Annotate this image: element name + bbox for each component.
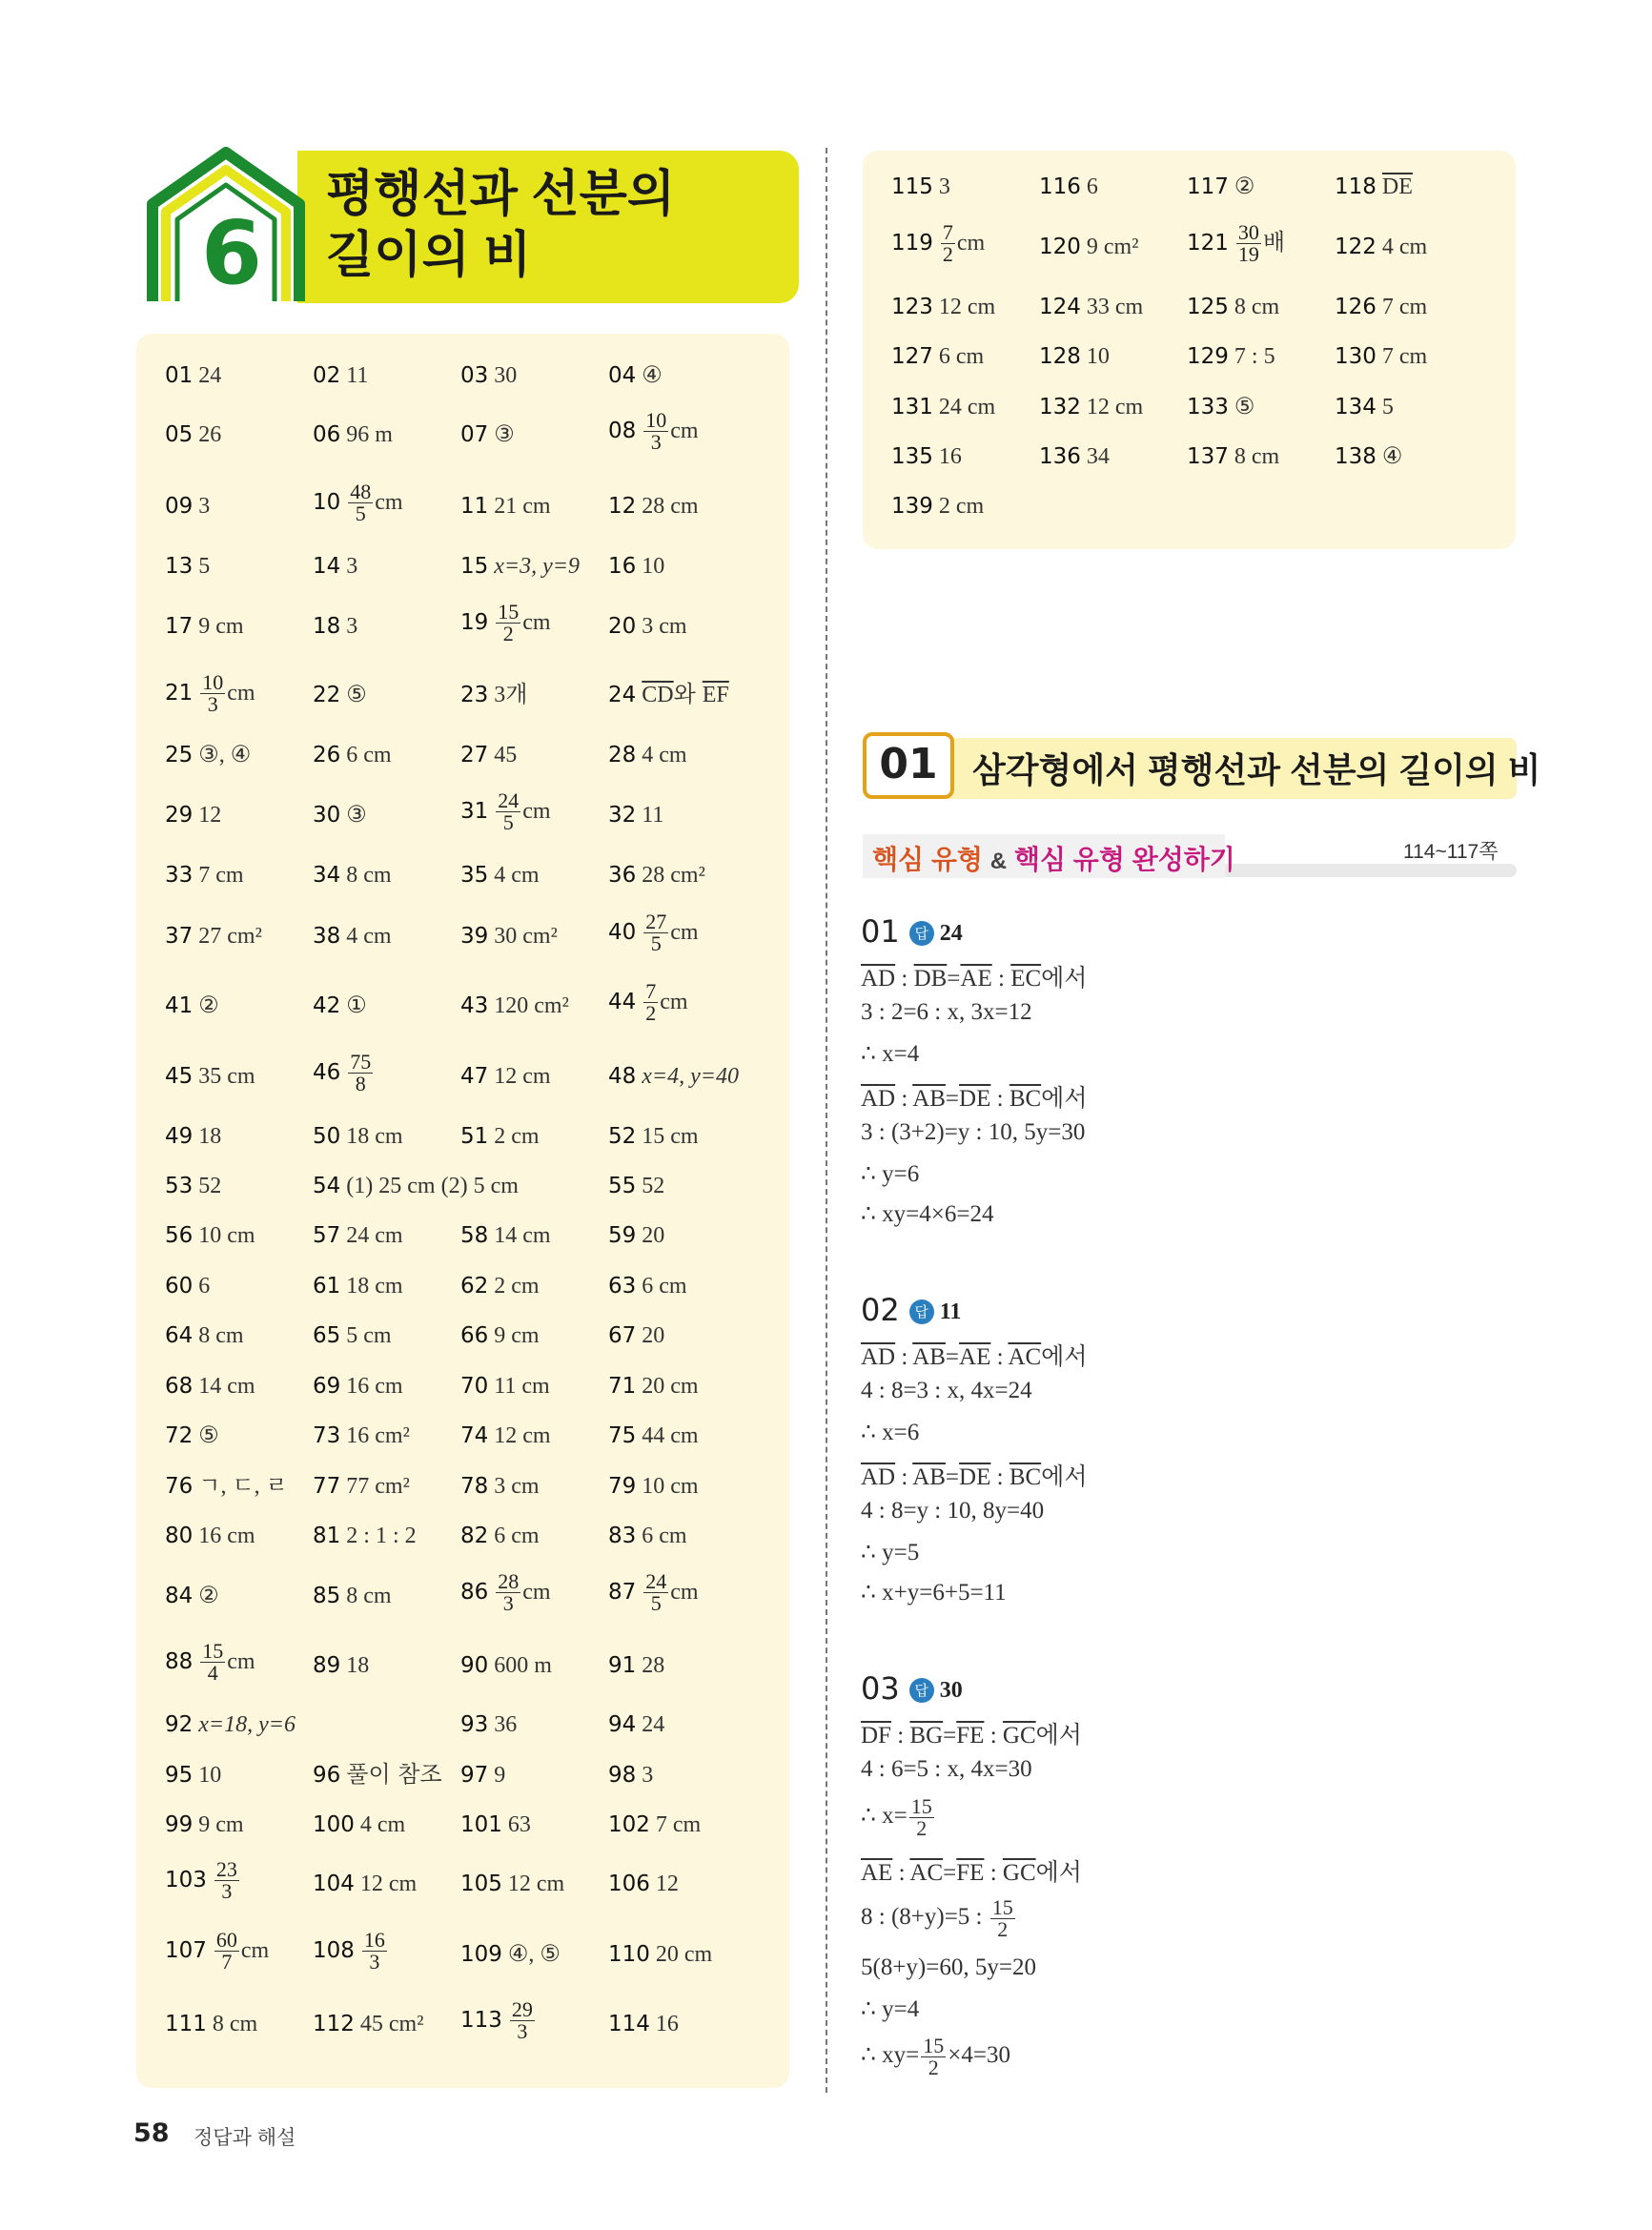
answer-item: 09 3 bbox=[165, 494, 211, 519]
answer-item: 73 16 cm² bbox=[313, 1423, 410, 1448]
answer-item: 52 15 cm bbox=[608, 1124, 699, 1149]
answer-item: 58 14 cm bbox=[460, 1223, 551, 1248]
chapter-header bbox=[145, 147, 803, 305]
answer-item: 77 77 cm² bbox=[313, 1474, 410, 1499]
answer-item: 115 3 bbox=[891, 174, 950, 199]
answer-item: 78 3 cm bbox=[460, 1474, 540, 1499]
answer-item: 51 2 cm bbox=[460, 1124, 540, 1149]
answer-badge-icon: 답 bbox=[909, 1678, 934, 1703]
section-title: 삼각형에서 평행선과 선분의 길이의 비 bbox=[972, 750, 1541, 789]
answer-item: 133 ⑤ bbox=[1187, 395, 1255, 419]
answer-item: 80 16 cm bbox=[165, 1524, 255, 1548]
chapter-title bbox=[326, 164, 784, 286]
answer-badge-icon: 답 bbox=[909, 921, 934, 946]
answer-item: 36 28 cm² bbox=[608, 863, 705, 888]
subsection-label: 핵심 유형 & 핵심 유형 완성하기 bbox=[872, 845, 1235, 874]
solution-line: ∴ y=6 bbox=[861, 1161, 920, 1187]
answer-item: 132 12 cm bbox=[1039, 395, 1144, 419]
answer-item: 13 5 bbox=[165, 554, 211, 579]
solution-line: $\overline{AE}$ : $\overline{AC}=\overline{FE}$ : $\overline{GC}$에서 bbox=[861, 1860, 1082, 1886]
solution-line: ∴ xy=4×6=24 bbox=[861, 1201, 994, 1227]
solution-header: 01 답 24 bbox=[861, 913, 963, 950]
answer-item: 15 x=3, y=9 bbox=[460, 554, 580, 579]
answer-item: 31 $\frac{24}{5}$ cm bbox=[460, 788, 551, 834]
solution-line: 4 : 6=5 : x, 4x=30 bbox=[861, 1756, 1032, 1782]
answer-item: 45 35 cm bbox=[165, 1064, 255, 1089]
answer-item: 121 $\frac{30}{19}$ 배 bbox=[1187, 220, 1286, 266]
answer-item: 17 9 cm bbox=[165, 614, 244, 639]
answer-item: 44 $\frac{7}{2}$ cm bbox=[608, 979, 688, 1025]
answer-item: 54 (1) 25 cm (2) 5 cm bbox=[313, 1174, 519, 1198]
answer-item: 136 34 bbox=[1039, 444, 1110, 469]
answer-item: 107 $\frac{60}{7}$ cm bbox=[165, 1928, 270, 1974]
answer-item: 83 6 cm bbox=[608, 1524, 687, 1548]
answer-item: 131 24 cm bbox=[891, 395, 996, 419]
answer-item: 123 12 cm bbox=[891, 295, 996, 319]
answer-item: 68 14 cm bbox=[165, 1374, 255, 1399]
answer-item: 75 44 cm bbox=[608, 1423, 699, 1448]
answer-item: 97 9 bbox=[460, 1763, 506, 1788]
answer-item: 137 8 cm bbox=[1187, 444, 1280, 469]
answer-item: 35 4 cm bbox=[460, 863, 540, 888]
answer-item: 114 16 bbox=[608, 2012, 679, 2036]
answer-item: 67 20 bbox=[608, 1323, 665, 1348]
answer-item: 117 ② bbox=[1187, 174, 1255, 199]
answer-item: 93 36 bbox=[460, 1712, 518, 1737]
answer-item: 118 $\overline{DE}$ bbox=[1335, 174, 1413, 199]
answer-item: 63 6 cm bbox=[608, 1274, 687, 1299]
answer-item: 65 5 cm bbox=[313, 1323, 392, 1348]
answer-item: 30 ③ bbox=[313, 803, 367, 828]
answer-item: 108 $\frac{16}{3}$ bbox=[313, 1928, 385, 1974]
answer-item: 96 풀이 참조 bbox=[313, 1761, 442, 1788]
answer-item: 59 20 bbox=[608, 1223, 665, 1248]
answer-item: 43 120 cm² bbox=[460, 993, 569, 1018]
answer-item: 92 x=18, y=6 bbox=[165, 1712, 296, 1737]
answer-item: 104 12 cm bbox=[313, 1872, 418, 1896]
answer-item: 27 45 bbox=[460, 743, 518, 767]
answer-item: 04 ④ bbox=[608, 363, 663, 388]
answer-item: 19 $\frac{15}{2}$ cm bbox=[460, 600, 551, 645]
answer-item: 56 10 cm bbox=[165, 1223, 255, 1248]
section-number: 01 bbox=[879, 740, 938, 788]
answer-item: 105 12 cm bbox=[460, 1872, 565, 1896]
answer-item: 103 $\frac{23}{3}$ bbox=[165, 1857, 237, 1903]
answer-item: 29 12 bbox=[165, 803, 222, 828]
answer-item: 08 $\frac{10}{3}$ cm bbox=[608, 408, 699, 454]
solution-line: 4 : 8=3 : x, 4x=24 bbox=[861, 1378, 1032, 1403]
page-range: 114~117쪽 bbox=[1403, 841, 1499, 863]
answer-badge-icon: 답 bbox=[909, 1299, 934, 1324]
answer-item: 87 $\frac{24}{5}$ cm bbox=[608, 1569, 699, 1615]
answer-item: 100 4 cm bbox=[313, 1812, 406, 1837]
answer-item: 39 30 cm² bbox=[460, 924, 558, 949]
answer-item: 14 3 bbox=[313, 554, 358, 579]
answer-item: 98 3 bbox=[608, 1763, 654, 1788]
answer-item: 110 20 cm bbox=[608, 1942, 713, 1967]
page-number: 58 bbox=[133, 2118, 170, 2148]
answer-item: 23 3개 bbox=[460, 683, 528, 707]
solution-header: 03 답 30 bbox=[861, 1670, 963, 1707]
answer-item: 88 $\frac{15}{4}$ cm bbox=[165, 1639, 255, 1685]
answer-item: 28 4 cm bbox=[608, 743, 687, 767]
answer-item: 16 10 bbox=[608, 554, 665, 579]
solution-line: ∴ y=4 bbox=[861, 1996, 920, 2022]
answer-item: 84 ② bbox=[165, 1584, 219, 1608]
solution-line: ∴ x=6 bbox=[861, 1420, 920, 1445]
answer-item: 01 24 bbox=[165, 363, 222, 388]
answer-item: 126 7 cm bbox=[1335, 295, 1428, 319]
solution-line: $\overline{AD}$ : $\overline{AB}=\overline{DE}$ : $\overline{BC}$에서 bbox=[861, 1464, 1088, 1490]
answer-item: 101 63 bbox=[460, 1812, 531, 1837]
answer-item: 135 16 bbox=[891, 444, 962, 469]
answer-item: 24 $\overline{CD}$와 $\overline{EF}$ bbox=[608, 683, 729, 707]
solution-line: 8 : (8+y)=5 : $\frac{15}{2}$ bbox=[861, 1895, 1013, 1941]
solution-line: $\overline{AD}$ : $\overline{DB}=\overline{AE}$ : $\overline{EC}$에서 bbox=[861, 966, 1088, 992]
answer-item: 05 26 bbox=[165, 422, 222, 447]
answer-item: 32 11 bbox=[608, 803, 664, 828]
answer-item: 70 11 cm bbox=[460, 1374, 550, 1399]
answer-item: 61 18 cm bbox=[313, 1274, 403, 1299]
answer-item: 139 2 cm bbox=[891, 494, 985, 519]
answer-item: 130 7 cm bbox=[1335, 344, 1428, 369]
solution-line: $\overline{DF}$ : $\overline{BG}=\overline{FE}$ : $\overline{GC}$에서 bbox=[861, 1723, 1082, 1749]
answer-item: 94 24 bbox=[608, 1712, 665, 1737]
answer-item: 34 8 cm bbox=[313, 863, 392, 888]
answer-item: 46 $\frac{75}{8}$ bbox=[313, 1050, 372, 1095]
solution-line: 4 : 8=y : 10, 8y=40 bbox=[861, 1498, 1045, 1524]
answer-item: 72 ⑤ bbox=[165, 1423, 219, 1448]
answer-item: 47 12 cm bbox=[460, 1064, 551, 1089]
answer-item: 18 3 bbox=[313, 614, 358, 639]
answer-item: 71 20 cm bbox=[608, 1374, 699, 1399]
answer-item: 111 8 cm bbox=[165, 2012, 258, 2036]
answer-item: 113 $\frac{29}{3}$ bbox=[460, 1997, 533, 2043]
answer-item: 50 18 cm bbox=[313, 1124, 403, 1149]
answer-item: 03 30 bbox=[460, 363, 518, 388]
answer-item: 48 x=4, y=40 bbox=[608, 1064, 739, 1089]
answer-item: 06 96 m bbox=[313, 422, 393, 447]
answer-item: 127 6 cm bbox=[891, 344, 985, 369]
answer-item: 85 8 cm bbox=[313, 1584, 392, 1608]
answer-item: 74 12 cm bbox=[460, 1423, 551, 1448]
answer-item: 42 ① bbox=[313, 993, 367, 1018]
answer-item: 33 7 cm bbox=[165, 863, 244, 888]
solution-line: ∴ xy= $\frac{15}{2}$ ×4=30 bbox=[861, 2034, 1010, 2079]
answer-item: 134 5 bbox=[1335, 395, 1394, 419]
chapter-title-line2: 길이의 비 bbox=[326, 228, 532, 283]
answer-item: 38 4 cm bbox=[313, 924, 392, 949]
answer-item: 81 2 : 1 : 2 bbox=[313, 1524, 417, 1548]
answer-item: 60 6 bbox=[165, 1274, 211, 1299]
chapter-title-line1: 평행선과 선분의 bbox=[326, 167, 676, 222]
answer-item: 25 ③, ④ bbox=[165, 743, 252, 767]
solution-line: $\overline{AD}$ : $\overline{AB}=\overline{AE}$ : $\overline{AC}$에서 bbox=[861, 1344, 1088, 1370]
answer-item: 109 ④, ⑤ bbox=[460, 1942, 561, 1967]
answer-item: 89 18 bbox=[313, 1653, 370, 1678]
answer-item: 124 33 cm bbox=[1039, 295, 1144, 319]
answer-item: 90 600 m bbox=[460, 1653, 552, 1678]
answer-item: 122 4 cm bbox=[1335, 235, 1428, 259]
answer-item: 69 16 cm bbox=[313, 1374, 403, 1399]
answer-item: 95 10 bbox=[165, 1763, 222, 1788]
answer-item: 49 18 bbox=[165, 1124, 222, 1149]
answer-item: 79 10 cm bbox=[608, 1474, 699, 1499]
solution-line: $\overline{AD}$ : $\overline{AB}=\overline{DE}$ : $\overline{BC}$에서 bbox=[861, 1086, 1088, 1112]
answer-item: 20 3 cm bbox=[608, 614, 687, 639]
solution-line: ∴ x= $\frac{15}{2}$ bbox=[861, 1794, 932, 1840]
answer-item: 106 12 bbox=[608, 1872, 679, 1896]
solution-header: 02 답 11 bbox=[861, 1292, 962, 1328]
answer-item: 86 $\frac{28}{3}$ cm bbox=[460, 1569, 551, 1615]
solution-line: ∴ x+y=6+5=11 bbox=[861, 1580, 1007, 1606]
answer-item: 10 $\frac{48}{5}$ cm bbox=[313, 480, 403, 525]
answer-item: 57 24 cm bbox=[313, 1223, 403, 1248]
answer-item: 66 9 cm bbox=[460, 1323, 540, 1348]
answer-item: 12 28 cm bbox=[608, 494, 699, 519]
answer-item: 112 45 cm² bbox=[313, 2012, 424, 2036]
answer-item: 91 28 bbox=[608, 1653, 665, 1678]
solution-line: 3 : (3+2)=y : 10, 5y=30 bbox=[861, 1119, 1086, 1145]
answer-item: 21 $\frac{10}{3}$ cm bbox=[165, 670, 255, 716]
answer-item: 41 ② bbox=[165, 993, 219, 1018]
answer-item: 119 $\frac{7}{2}$ cm bbox=[891, 220, 986, 266]
solution-line: 5(8+y)=60, 5y=20 bbox=[861, 1954, 1036, 1980]
answer-item: 62 2 cm bbox=[460, 1274, 540, 1299]
answer-item: 40 $\frac{27}{5}$ cm bbox=[608, 910, 699, 955]
answer-item: 76 ㄱ, ㄷ, ㄹ bbox=[165, 1474, 288, 1499]
answer-item: 125 8 cm bbox=[1187, 295, 1280, 319]
footer-label: 정답과 해설 bbox=[194, 2127, 296, 2149]
answer-item: 53 52 bbox=[165, 1174, 222, 1198]
answer-item: 22 ⑤ bbox=[313, 683, 367, 707]
solution-line: ∴ x=4 bbox=[861, 1041, 920, 1067]
answer-item: 99 9 cm bbox=[165, 1812, 244, 1837]
answer-item: 102 7 cm bbox=[608, 1812, 702, 1837]
answer-item: 138 ④ bbox=[1335, 444, 1403, 469]
answer-item: 128 10 bbox=[1039, 344, 1110, 369]
solution-line: 3 : 2=6 : x, 3x=12 bbox=[861, 999, 1032, 1025]
answer-item: 116 6 bbox=[1039, 174, 1098, 199]
answer-item: 11 21 cm bbox=[460, 494, 551, 519]
answer-item: 07 ③ bbox=[460, 422, 515, 447]
answer-item: 02 11 bbox=[313, 363, 369, 388]
column-divider bbox=[826, 148, 827, 2093]
solution-line: ∴ y=5 bbox=[861, 1540, 920, 1565]
answer-item: 37 27 cm² bbox=[165, 924, 262, 949]
answer-item: 82 6 cm bbox=[460, 1524, 540, 1548]
answer-item: 129 7 : 5 bbox=[1187, 344, 1275, 369]
answer-item: 64 8 cm bbox=[165, 1323, 244, 1348]
chapter-number: 6 bbox=[200, 202, 262, 304]
answer-item: 55 52 bbox=[608, 1174, 665, 1198]
answer-item: 26 6 cm bbox=[313, 743, 392, 767]
answer-item: 120 9 cm² bbox=[1039, 235, 1139, 259]
